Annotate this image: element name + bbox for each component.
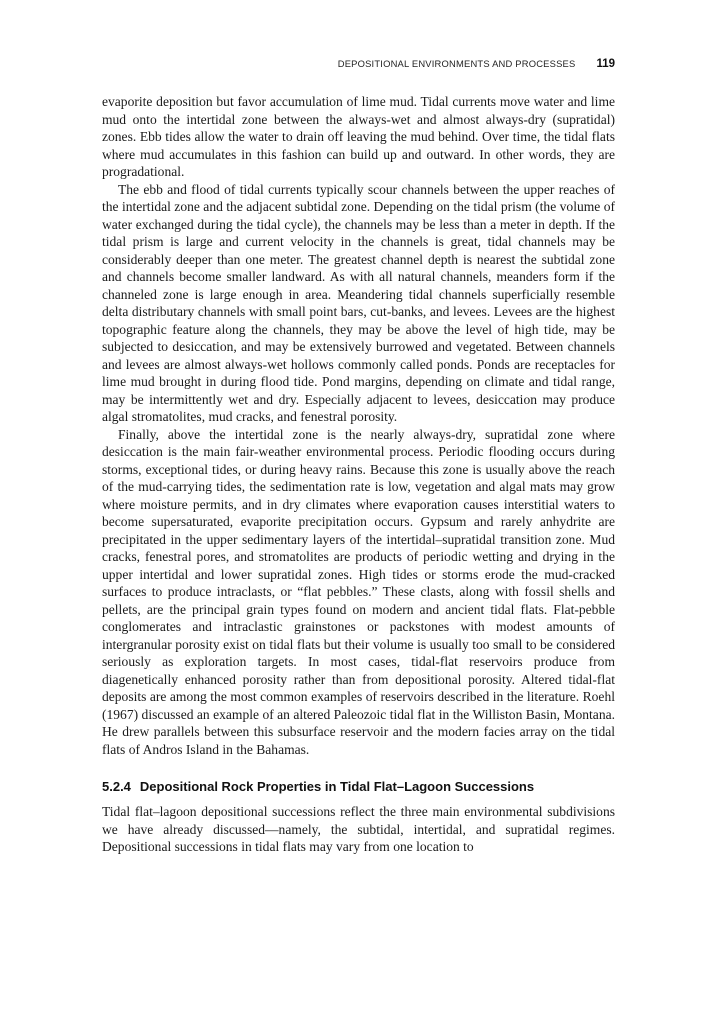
paragraph-continuation: evaporite deposition but favor accumulation of lime mud. Tidal currents move water and lime mud onto the intertidal zone between the always-wet and almost always-dry (supratidal) zones. Ebb tides allow the water to drain off leaving the mud behind. Over time, the tidal flats where mud accumulates in this fashion can build up and outward. In other words, they are progradational. xyxy=(102,94,615,179)
page-number: 119 xyxy=(596,58,615,70)
section-title: Depositional Rock Properties in Tidal Flat–Lagoon Successions xyxy=(139,779,535,794)
book-page xyxy=(102,58,615,856)
running-title: DEPOSITIONAL ENVIRONMENTS AND PROCESSES xyxy=(337,58,576,69)
paragraph-section-intro: Tidal flat–lagoon depositional successions reflect the three main environmental subdivisions we have already discussed—namely, the subtidal, intertidal, and supratidal regimes. Depositional successions in tidal flats may vary from one location to xyxy=(102,804,615,854)
running-header xyxy=(102,58,615,80)
section-number: 5.2.4 xyxy=(102,779,131,794)
section-heading xyxy=(102,777,615,797)
paragraph-supratidal-zone: Finally, above the intertidal zone is the nearly always-dry, supratidal zone where desiccation is the main fair-weather environmental process. Periodic flooding occurs during storms, exceptional tides, or during heavy rains. Because this zone is usually above the reach of the mud-carrying tides, the sedimentation rate is low, vegetation and algal mats may grow where moisture permits, and in dry climates where evaporation causes interstitial waters to become supersaturated, evaporite precipitation occurs. Gypsum and rarely anhydrite are precipitated in the upper sedimentary layers of the intertidal–supratidal transition zone. Mud cracks, fenestral pores, and stromatolites are products of periodic wetting and drying in the upper intertidal and lower supratidal zones. High tides or storms erode the mud-cracked surfaces to produce intraclasts, or “flat pebbles.” These clasts, along with fossil shells and pellets, are the principal grain types found on modern and ancient tidal flats. Flat-pebble conglomerates and intraclastic grainstones or packstones with modest amounts of intergranular porosity exist on tidal flats but their volume is usually too small to be considered seriously as exploration targets. In most cases, tidal-flat reservoirs produce from diagenetically enhanced porosity rather than from depositional porosity. Altered tidal-flat deposits are among the most common examples of reservoirs described in the literature. Roehl (1967) discussed an example of an altered Paleozoic tidal flat in the Williston Basin, Montana. He drew parallels between this subsurface reservoir and the modern facies array on the tidal flats of Andros Island in the Bahamas. xyxy=(102,426,615,757)
body-text xyxy=(102,93,615,856)
paragraph-tidal-channels: The ebb and flood of tidal currents typically scour channels between the upper reaches of the intertidal zone and the adjacent subtidal zone. Depending on the tidal prism (the volume of water exchanged during the tidal cycle), the channels may be less than a meter in depth. If the tidal prism is large and current velocity in the channels is great, tidal channels may be considerably deeper than one meter. The greatest channel depth is nearest the subtidal zone and channels become smaller landward. As with all natural channels, meanders form if the channeled zone is large enough in area. Meandering tidal channels superficially resemble delta distributary channels with small point bars, cut-banks, and levees. Levees are the highest topographic feature along the channels, they may be above the level of high tide, may be subjected to desiccation, and may be extensively burrowed and vegetated. Between channels and levees are almost always-wet hollows commonly called ponds. Ponds are receptacles for lime mud brought in during flood tide. Pond margins, depending on climate and tidal range, may be intermittently wet and dry. Especially adjacent to levees, desiccation may produce algal stromatolites, mud cracks, and fenestral porosity. xyxy=(102,181,615,424)
